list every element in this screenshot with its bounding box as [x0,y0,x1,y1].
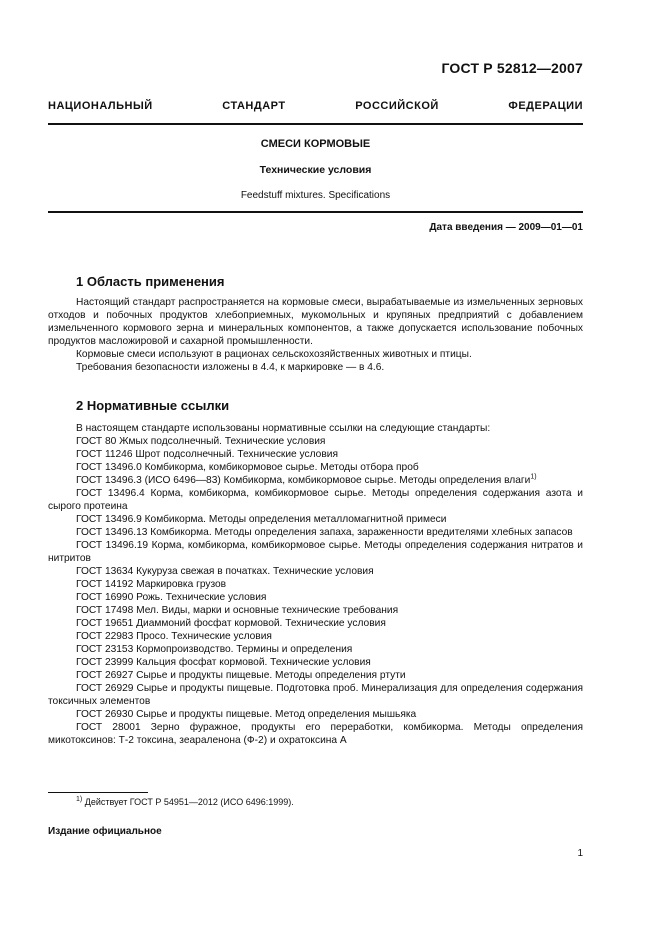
national-standard-title: НАЦИОНАЛЬНЫЙ СТАНДАРТ РОССИЙСКОЙ ФЕДЕРАЦИИ [48,100,583,112]
reference-item: ГОСТ 22983 Просо. Технические условия [76,631,272,642]
title-rule [48,211,583,213]
standard-title: СМЕСИ КОРМОВЫЕ [260,138,371,150]
reference-item: ГОСТ 19651 Диаммоний фосфат кормовой. Технические условия [76,618,386,629]
footnote-mark: 1) [76,796,83,803]
section-1-paragraph: Настоящий стандарт распространяется на кормовые смеси, вырабатываемые из измельченных зерновых отходов и побочных продуктов хлебоприемных, мукомольных и крупяных предприятий с добавлением измельченного кормового зерна и минеральных компонентов, а также допускается использование побочных продуктов масложировой и сахарной промышленности. [48,297,583,347]
reference-item: ГОСТ 23153 Кормопроизводство. Термины и определения [76,644,353,655]
reference-item: ГОСТ 13496.13 Комбикорма. Методы определения запаха, зараженности вредителями хлебных запасов [76,527,573,538]
section-1-paragraph: Кормовые смеси используют в рационах сельскохозяйственных животных и птицы. [76,349,472,360]
standard-title-english: Feedstuff mixtures. Specifications [240,190,391,201]
reference-item: ГОСТ 13634 Кукуруза свежая в початках. Технические условия [76,566,374,577]
reference-item: ГОСТ 16990 Рожь. Технические условия [76,592,267,603]
footnote-text: Действует ГОСТ Р 54951—2012 (ИСО 6496:1999). [84,797,294,807]
reference-item: ГОСТ 17498 Мел. Виды, марки и основные технические требования [76,605,399,616]
reference-item: ГОСТ 26930 Сырье и продукты пищевые. Метод определения мышьяка [76,709,417,720]
section-2-heading: 2 Нормативные ссылки [76,398,230,413]
section-2-body [48,422,583,747]
introduction-date: Дата введения — 2009—01—01 [429,222,583,233]
section-1-heading: 1 Область применения [76,274,225,289]
reference-item [48,474,583,487]
section-2-intro: В настоящем стандарте использованы нормативные ссылки на следующие стандарты: [76,423,491,434]
reference-item: ГОСТ 80 Жмых подсолнечный. Технические условия [76,436,326,447]
reference-item: ГОСТ 14192 Маркировка грузов [76,579,227,590]
footnote [76,797,294,807]
footnote-marker: 1) [530,473,537,481]
official-edition-label: Издание официальное [48,826,162,837]
section-1-paragraph: Требования безопасности изложены в 4.4, к маркировке — в 4.6. [76,362,385,373]
reference-item: ГОСТ 26927 Сырье и продукты пищевые. Методы определения ртути [76,670,406,681]
reference-item: ГОСТ 13496.9 Комбикорма. Методы определения металломагнитной примеси [76,514,447,525]
reference-item: ГОСТ 23999 Кальция фосфат кормовой. Технические условия [76,657,371,668]
section-1-body [48,296,583,374]
reference-item: ГОСТ 13496.4 Корма, комбикорма, комбикормовое сырье. Методы определения содержания азота и сырого протеина [48,488,583,512]
reference-item: ГОСТ 26929 Сырье и продукты пищевые. Подготовка проб. Минерализация для определения содержания токсичных элементов [48,683,583,707]
document-code: ГОСТ Р 52812—2007 [441,60,583,76]
reference-item: ГОСТ 28001 Зерно фуражное, продукты его переработки, комбикорма. Методы определения микотоксинов: Т-2 токсина, зеараленона (Ф-2) и охратоксина А [48,722,583,746]
footnote-rule [48,792,148,793]
page-number: 1 [577,848,583,859]
reference-item: ГОСТ 13496.19 Корма, комбикорма, комбикормовое сырье. Методы определения содержания нитратов и нитритов [48,540,583,564]
reference-item: ГОСТ 13496.0 Комбикорма, комбикормовое сырье. Методы отбора проб [76,462,419,473]
top-rule [48,123,583,125]
reference-text: ГОСТ 13496.3 (ИСО 6496—83) Комбикорма, комбикормовое сырье. Методы определения влаги [76,475,531,486]
standard-subtitle: Технические условия [259,164,372,176]
reference-item: ГОСТ 11246 Шрот подсолнечный. Технические условия [76,449,338,460]
